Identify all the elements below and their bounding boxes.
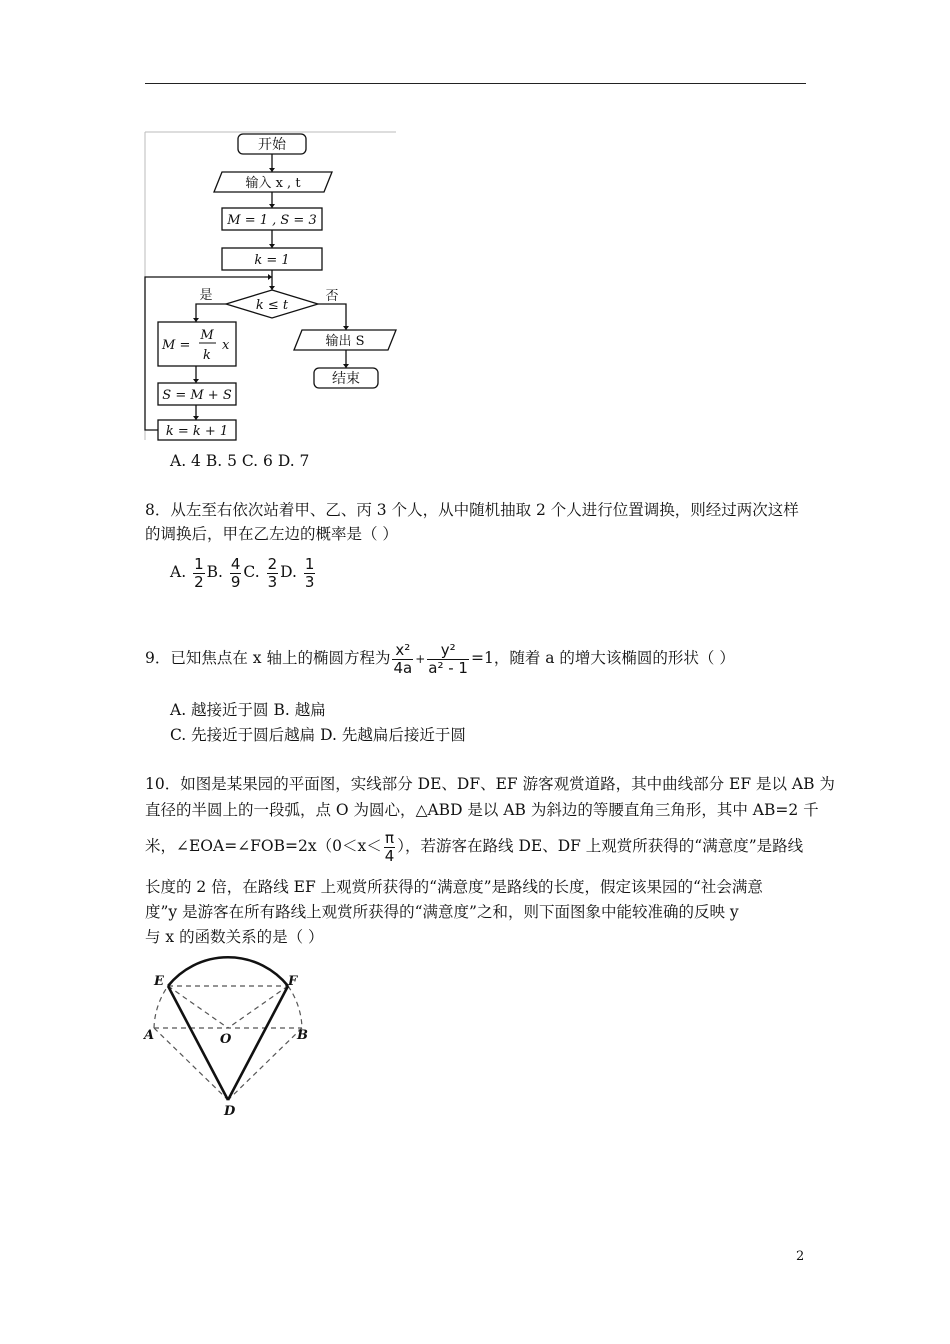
label-d: D (224, 1104, 236, 1119)
q10-line4: 长度的 2 倍，在路线 EF 上观赏所获得的“满意度”是路线的长度，假定该果园的“社会满意 (145, 878, 763, 896)
q10-line3-pre: 米，∠EOA=∠FOB=2x（0＜x＜ (145, 837, 382, 855)
fc-init: M = 1 , S = 3 (227, 213, 317, 228)
q9-suffix: =1，随着 a 的增大该椭圆的形状（ ） (470, 649, 735, 667)
q10-frac-pi: $\frac{\pi}{4}$ (384, 828, 395, 865)
q8-label-c: C. (243, 563, 260, 581)
fc-m-x: x (222, 338, 230, 353)
fc-k-init: k = 1 (254, 253, 290, 268)
q9-options-1: A. 越接近于圆 B. 越扁 (170, 701, 326, 719)
label-a: A (144, 1028, 155, 1043)
q10-line3-post: ），若游客在路线 DE、DF 上观赏所获得的“满意度”是路线 (397, 837, 804, 855)
fc-m-den: k (203, 348, 211, 363)
q8-label-a: A. (170, 563, 187, 581)
fc-yes: 是 (199, 288, 213, 303)
fc-m-lhs: M = (162, 338, 191, 353)
fc-m-num: M (200, 328, 214, 343)
q8-options (170, 552, 317, 592)
q9-frac-x: $\frac{\text{x²}}{4a}$ (393, 640, 413, 677)
orchard-figure (140, 955, 325, 1120)
header-rule (145, 83, 806, 84)
q8-line2: 的调换后，甲在乙左边的概率是（ ） (145, 525, 398, 543)
q9-stem (145, 636, 735, 681)
label-e: E (154, 974, 164, 989)
q10-line2: 直径的半圆上的一段弧，点 O 为圆心，△ABD 是以 AB 为斜边的等腰直角三角形，其中 AB=2 千 (145, 801, 819, 819)
label-o: O (220, 1032, 232, 1047)
fc-input: 输入 x , t (245, 176, 301, 191)
q10-line6: 与 x 的函数关系的是（ ） (145, 928, 324, 946)
q9-plus: + (415, 652, 426, 666)
q7-options: A. 4 B. 5 C. 6 D. 7 (170, 452, 310, 470)
fc-cond: k ≤ t (255, 298, 289, 313)
q9-prefix: 9．已知焦点在 x 轴上的椭圆方程为 (145, 649, 391, 667)
q8-frac-b: $\frac{4}{9}$ (230, 554, 241, 591)
label-f: F (288, 974, 298, 989)
fc-end: 结束 (332, 371, 360, 387)
label-b: B (297, 1028, 308, 1043)
fc-no: 否 (325, 289, 339, 304)
q10-line5: 度”y 是游客在所有路线上观赏所获得的“满意度”之和，则下面图象中能较准确的反映 y (145, 903, 739, 921)
fc-start: 开始 (258, 137, 286, 153)
q9-frac-y: $\frac{\text{y²}}{\text{a² - 1}}$ (428, 640, 468, 677)
flowchart (140, 128, 405, 446)
q8-frac-c: $\frac{2}{3}$ (267, 554, 278, 591)
q8-line1: 8．从左至右依次站着甲、乙、丙 3 个人，从中随机抽取 2 个人进行位置调换，则经过两次这样 (145, 501, 799, 519)
fc-output: 输出 S (325, 334, 365, 349)
q8-frac-d: $\frac{1}{3}$ (304, 554, 315, 591)
q8-label-d: D. (280, 563, 297, 581)
q9-options-2: C. 先接近于圆后越扁 D. 先越扁后接近于圆 (170, 726, 466, 744)
fc-k-update: k = k + 1 (165, 424, 229, 439)
q8-frac-a: $\frac{1}{2}$ (194, 554, 204, 591)
q10-line3 (145, 826, 803, 866)
fc-s-update: S = M + S (162, 388, 232, 403)
page-number: 2 (796, 1249, 805, 1264)
q8-label-b: B. (206, 563, 223, 581)
q10-line1: 10．如图是某果园的平面图，实线部分 DE、DF、EF 游客观赏道路，其中曲线部分 EF 是以 AB 为 (145, 775, 835, 793)
